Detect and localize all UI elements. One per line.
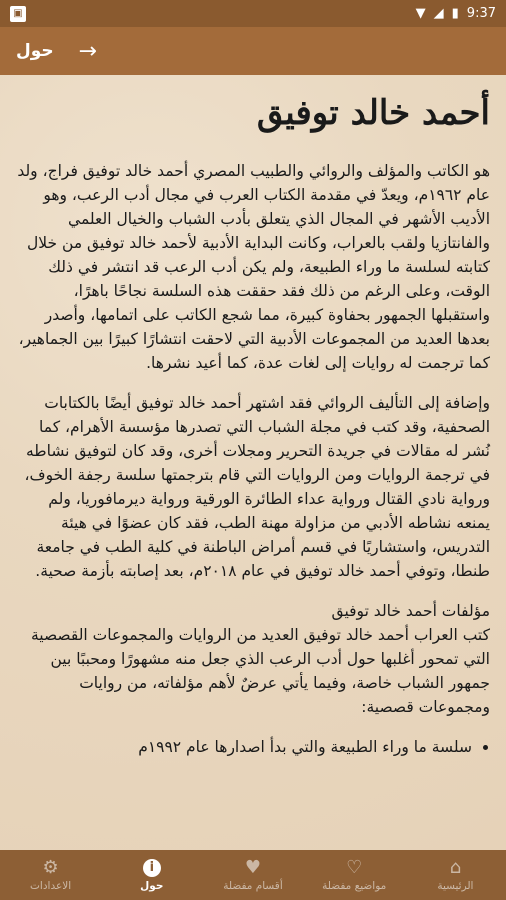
- nav-label: أقسام مفضلة: [223, 879, 283, 892]
- list-item: • سلسة ما وراء الطبيعة والتي بدأ اصدارها عام ١٩٩٢م: [16, 735, 472, 759]
- nav-favorite-topics[interactable]: [304, 850, 405, 900]
- toolbar-title: حول: [16, 41, 54, 61]
- gear-icon: ⚙: [42, 856, 59, 878]
- heart-icon: ♥: [244, 856, 262, 878]
- nav-home[interactable]: [405, 850, 506, 900]
- nav-label: الرئيسية: [437, 879, 474, 892]
- status-bar: [0, 0, 506, 27]
- nav-about[interactable]: [101, 850, 202, 900]
- app-notification-icon: ▣: [10, 6, 26, 22]
- nav-settings[interactable]: [0, 850, 101, 900]
- toolbar: [0, 27, 506, 75]
- signal-icon: ◢: [433, 6, 444, 21]
- nav-label: حول: [140, 879, 164, 892]
- heart-outline-icon: ♡: [346, 856, 363, 878]
- battery-icon: ▮: [451, 6, 459, 21]
- bottom-navigation: [0, 850, 506, 900]
- paragraph: مؤلفات أحمد خالد توفيق كتب العراب أحمد خالد توفيق العديد من الروايات والمجموعات القصصية التي تمحور أغلبها حول أدب الرعب الذي جعل منه مشهورًا ومحببًا بين جمهور الشباب خاصة، وفيما يأتي عرضٌ لأهم مؤلفاته، من روايات ومجموعات قصصية:: [30, 602, 490, 716]
- paragraph: وإضافة إلى التأليف الروائي فقد اشتهر أحمد خالد توفيق أيضًا بالكتابات الصحفية، وقد كتب في مجلة الشباب التي تصدرها مؤسسة الأهرام، كما نُشر له مقالات في جريدة التحرير ومجلات أخرى، وقد كان لتوفيق نشاطه في ترجمة الروايات ومن الروايات التي قام بترجمتها سلسة رجفة الخوف، ورواية نادي القتال ورواية عداء الطائرة الورقية ورواية ديرمافوريا، ولم يمنعه نشاطه الأدبي من مزاولة مهنة الطب، فقد كان عضوًا في هيئة التدريس، واستشاريًا في قسم أمراض الباطنة في كلية الطب في جامعة طنطا، وتوفي أحمد خالد توفيق في عام ٢٠١٨م، بعد إصابته بأزمة صحية.: [24, 394, 490, 580]
- info-icon: i: [143, 859, 161, 877]
- wifi-icon: ▼: [415, 6, 426, 21]
- nav-favorite-sections[interactable]: [202, 850, 303, 900]
- article-title: أحمد خالد توفيق: [256, 93, 490, 133]
- paragraph: هو الكاتب والمؤلف والروائي والطبيب المصري أحمد خالد توفيق فراج، ولد عام ١٩٦٢م، ويعدّ في مقدمة الكتاب العرب في مجال أدب الرعب، وهو الأديب الأشهر في المجال الذي يتعلق بأدب الشباب والخيال العلمي والفانتازيا ولقب بالعراب، وكانت البداية الأدبية لأحمد خالد توفيق من خلال كتابته لسلسة ما وراء الطبيعة، ولم يكن أدب الرعب قد انتشر في ذلك الوقت، وعلى الرغم من ذلك فقد حققت هذه السلسة نجاحًا باهرًا، واستقبلها الجمهور بحفاوة كبيرة، مما شجع الكاتب على اتمامها، وأصدر بعدها العديد من المجموعات الأدبية التي لاحقت انتشارًا كبيرًا بين الجماهير، كما ترجمت له روايات إلى لغات عدة، كما أعيد نشرها.: [17, 162, 490, 372]
- nav-label: الاعدادات: [30, 879, 72, 892]
- home-icon: ⌂: [449, 856, 462, 878]
- status-time: 9:37: [466, 6, 496, 21]
- arrow-right-icon[interactable]: →: [78, 38, 97, 64]
- article-content[interactable]: [0, 75, 506, 850]
- works-list: [16, 735, 490, 759]
- nav-label: مواضيع مفضلة: [322, 879, 387, 892]
